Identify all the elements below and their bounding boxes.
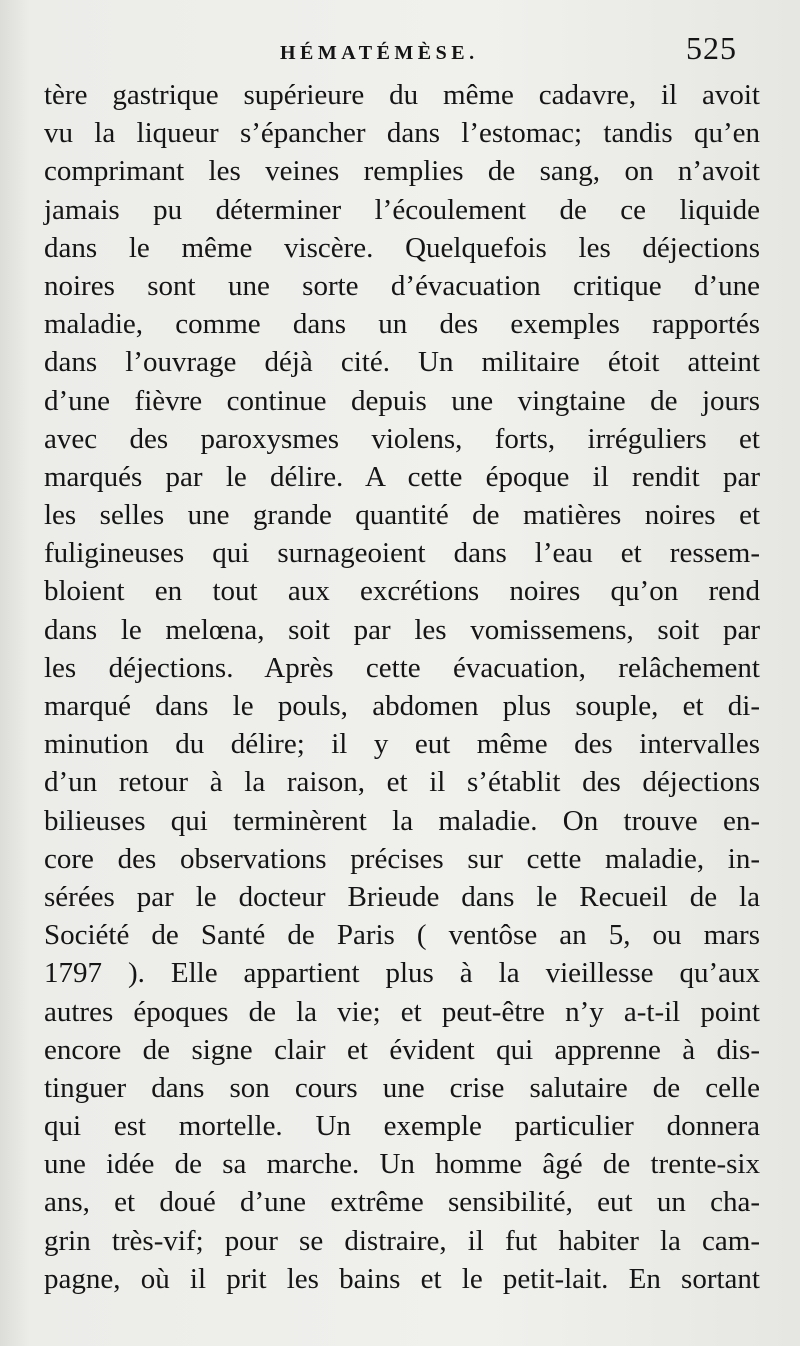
text-line: dans le même viscère. Quelquefois les déjections (44, 231, 760, 264)
text-line: vu la liqueur s’épancher dans l’estomac; tandis qu’en (44, 117, 760, 150)
text-line: les selles une grande quantité de matières noires et (44, 499, 760, 532)
text-line: core des observations précises sur cette maladie, in- (44, 842, 760, 875)
text-line: marqués par le délire. A cette époque il rendit par (44, 460, 760, 493)
text-line: marqué dans le pouls, abdomen plus souple, et di- (44, 690, 760, 722)
text-line: autres époques de la vie; et peut-être n’y a-t-il point (44, 995, 760, 1028)
page-header (0, 28, 800, 76)
text-line: grin très-vif; pour se distraire, il fut habiter la cam- (44, 1224, 760, 1257)
text-line: noires sont une sorte d’évacuation critique d’une (44, 269, 760, 302)
text-line: Société de Santé de Paris ( ventôse an 5, ou mars (44, 919, 760, 952)
text-line: ans, et doué d’une extrême sensibilité, eut un cha- (44, 1186, 760, 1219)
text-line: avec des paroxysmes violens, forts, irréguliers et (44, 422, 760, 455)
text-line: d’une fièvre continue depuis une vingtaine de jours (44, 384, 760, 417)
text-line: dans le melœna, soit par les vomissemens, soit par (44, 613, 760, 646)
text-line: jamais pu déterminer l’écoulement de ce liquide (44, 193, 760, 226)
text-line: dans l’ouvrage déjà cité. Un militaire étoit atteint (44, 346, 760, 379)
text-line: maladie, comme dans un des exemples rapportés (44, 308, 760, 341)
text-line: les déjections. Après cette évacuation, relâchement (44, 651, 760, 684)
text-line: sérées par le docteur Brieude dans le Recueil de la (44, 880, 760, 913)
page-number: 525 (686, 30, 737, 66)
text-line: fuligineuses qui surnageoient dans l’eau et ressem- (44, 537, 760, 570)
text-line: encore de signe clair et évident qui apprenne à dis- (44, 1033, 760, 1066)
text-line: une idée de sa marche. Un homme âgé de trente-six (44, 1148, 760, 1181)
text-line: 1797 ). Elle appartient plus à la vieillesse qu’aux (44, 957, 760, 990)
body-text (44, 76, 760, 1298)
text-line: d’un retour à la raison, et il s’établit des déjections (44, 766, 760, 799)
text-line: bloient en tout aux excrétions noires qu’on rend (44, 575, 760, 608)
text-line: tinguer dans son cours une crise salutaire de celle (44, 1071, 760, 1104)
text-line: minution du délire; il y eut même des intervalles (44, 728, 760, 761)
text-line: tère gastrique supérieure du même cadavre, il avoit (44, 79, 760, 111)
text-line: qui est mortelle. Un exemple particulier donnera (44, 1110, 760, 1143)
text-line: comprimant les veines remplies de sang, on n’avoit (44, 155, 760, 188)
text-line: pagne, où il prit les bains et le petit-lait. En sortant (44, 1262, 760, 1295)
running-title: HÉMATÉMÈSE. (280, 42, 479, 64)
text-line: bilieuses qui terminèrent la maladie. On trouve en- (44, 804, 760, 837)
